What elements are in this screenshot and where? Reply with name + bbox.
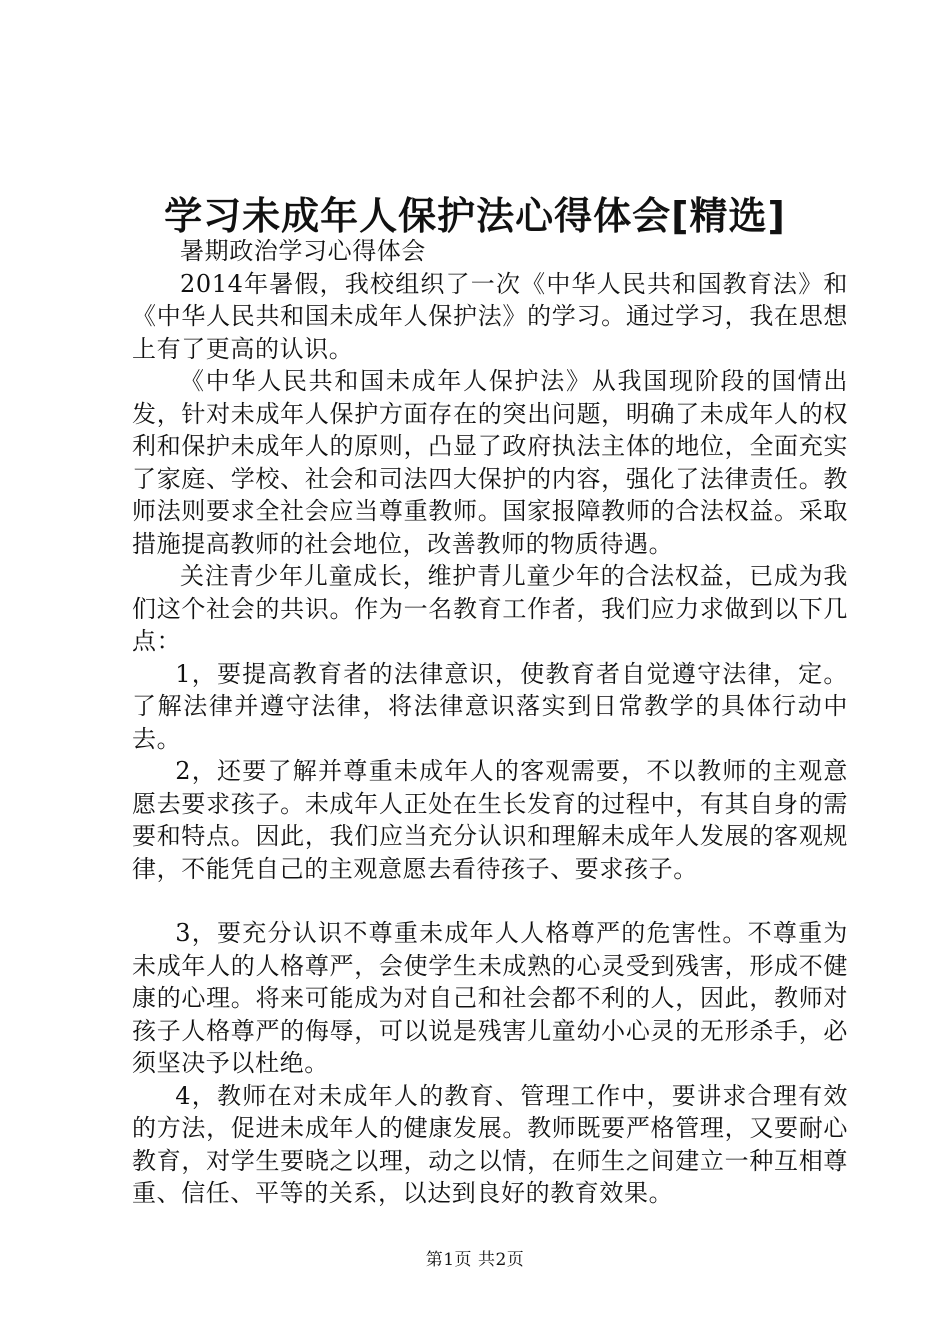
subtitle-paragraph: 暑期政治学习心得体会: [180, 237, 426, 265]
consensus-paragraph: 关注青少年儿童成长，维护青儿童少年的合法权益，已成为我们这个社会的共识。作为一名教育工作者，我们应力求做到以下几点：: [132, 562, 848, 655]
page-footer: 第1页 共2页: [425, 1250, 525, 1270]
point-4-paragraph: 4，教师在对未成年人的教育、管理工作中，要讲求合理有效的方法，促进未成年人的健康发展。教师既要严格管理，又要耐心教育，对学生要晓之以理，动之以情，在师生之间建立一种互相尊重、信任、平等的关系，以达到良好的教育效果。: [132, 1081, 848, 1207]
document-title: 学习未成年人保护法心得体会[精选]: [164, 194, 786, 238]
point-2-paragraph: 2，还要了解并尊重未成年人的客观需要，不以教师的主观意愿去要求孩子。未成年人正处在生长发育的过程中，有其自身的需要和特点。因此，我们应当充分认识和理解未成年人发展的客观规律，不能凭自己的主观意愿去看待孩子、要求孩子。: [132, 757, 848, 883]
paragraph-spacer: [132, 885, 848, 917]
point-1-paragraph: 1，要提高教育者的法律意识，使教育者自觉遵守法律，定。了解法律并遵守法律，将法律意识落实到日常教学的具体行动中去。: [132, 659, 848, 753]
law-paragraph: 《中华人民共和国未成年人保护法》从我国现阶段的国情出发，针对未成年人保护方面存在的突出问题，明确了未成年人的权利和保护未成年人的原则，凸显了政府执法主体的地位，全面充实了家庭、学校、社会和司法四大保护的内容，强化了法律责任。教师法则要求全社会应当尊重教师。国家报障教师的合法权益。采取措施提高教师的社会地位，改善教师的物质待遇。: [132, 367, 848, 558]
intro-paragraph: 2014年暑假，我校组织了一次《中华人民共和国教育法》和《中华人民共和国未成年人保护法》的学习。通过学习，我在思想上有了更高的认识。: [132, 269, 848, 363]
point-3-paragraph: 3，要充分认识不尊重未成年人人格尊严的危害性。不尊重为未成年人的人格尊严，会使学生未成熟的心灵受到残害，形成不健康的心理。将来可能成为对自己和社会都不利的人，因此，教师对孩子人格尊严的侮辱，可以说是残害儿童幼小心灵的无形杀手，必须坚决予以杜绝。: [132, 919, 848, 1077]
document-body: [132, 235, 848, 1210]
